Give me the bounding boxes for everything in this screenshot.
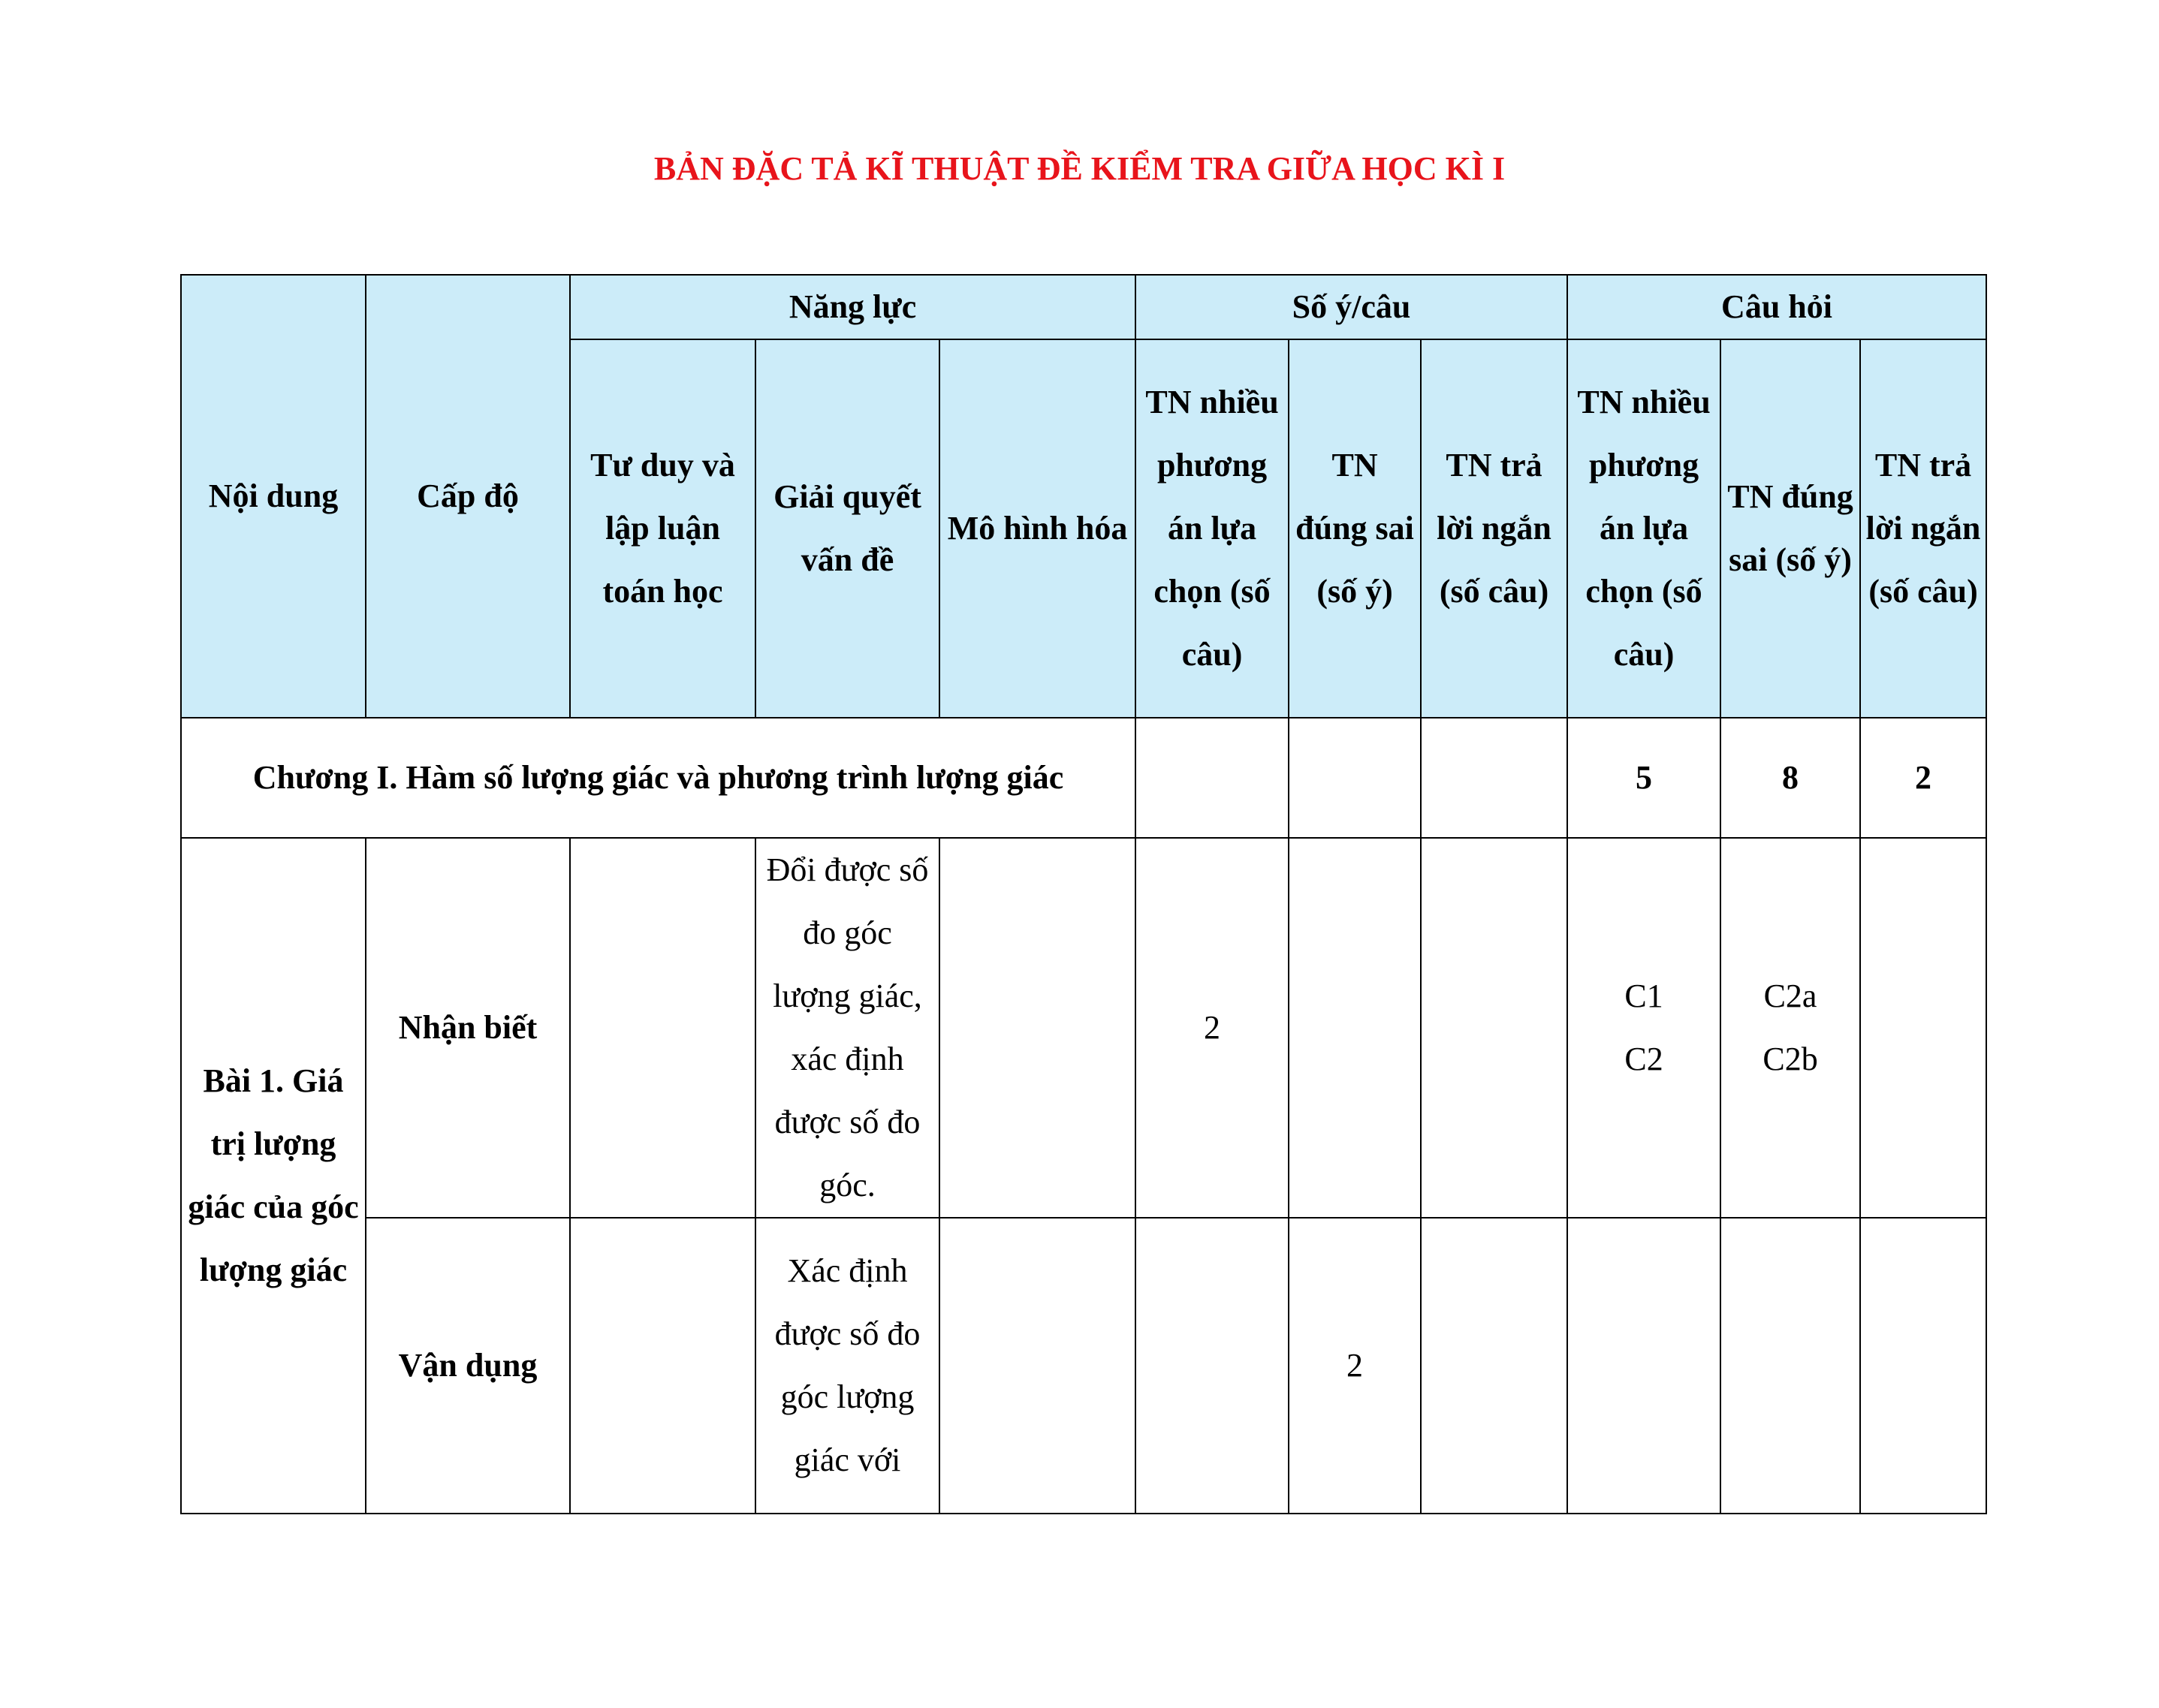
chapter-so-y-tn-nhieu xyxy=(1135,718,1289,838)
header-tu-duy: Tư duy và lập luận toán học xyxy=(570,339,755,718)
header-nang-luc: Năng lực xyxy=(570,275,1135,339)
giai-quyet-cell: Xác định được số đo góc lượng giác với xyxy=(755,1218,939,1514)
cau-hoi-tn-nhieu-cell xyxy=(1567,1218,1720,1514)
so-y-tn-tra-loi-cell xyxy=(1421,838,1567,1218)
header-cau-hoi-tn-nhieu: TN nhiều phương án lựa chọn (số câu) xyxy=(1567,339,1720,718)
tu-duy-cell xyxy=(570,1218,755,1514)
chapter-cau-hoi-tn-tra-loi: 2 xyxy=(1860,718,1986,838)
header-so-y-cau: Số ý/câu xyxy=(1135,275,1567,339)
level-label: Vận dụng xyxy=(366,1218,570,1514)
header-cau-hoi-tn-dung-sai: TN đúng sai (số ý) xyxy=(1720,339,1860,718)
tu-duy-cell xyxy=(570,838,755,1218)
cau-hoi-tn-nhieu-cell xyxy=(1567,838,1720,1218)
chapter-title: Chương I. Hàm số lượng giác và phương trình lượng giác xyxy=(181,718,1135,838)
so-y-tn-nhieu-cell xyxy=(1135,1218,1289,1514)
header-giai-quyet: Giải quyết vấn đề xyxy=(755,339,939,718)
header-so-y-tn-tra-loi: TN trả lời ngắn (số câu) xyxy=(1421,339,1567,718)
header-so-y-tn-nhieu: TN nhiều phương án lựa chọn (số câu) xyxy=(1135,339,1289,718)
header-cau-hoi: Câu hỏi xyxy=(1567,275,1986,339)
level-label: Nhận biết xyxy=(366,838,570,1218)
chapter-so-y-tn-tra-loi xyxy=(1421,718,1567,838)
header-mo-hinh: Mô hình hóa xyxy=(939,339,1135,718)
question-code: C2a xyxy=(1763,978,1817,1014)
so-y-tn-tra-loi-cell xyxy=(1421,1218,1567,1514)
question-code: C2b xyxy=(1762,1041,1818,1077)
header-cap-do: Cấp độ xyxy=(366,275,570,718)
chapter-cau-hoi-tn-nhieu: 5 xyxy=(1567,718,1720,838)
cau-hoi-tn-tra-loi-cell xyxy=(1860,838,1986,1218)
lesson-title: Bài 1. Giá trị lượng giác của góc lượng giác xyxy=(181,838,366,1514)
cau-hoi-tn-dung-sai-cell xyxy=(1720,838,1860,1218)
cau-hoi-tn-dung-sai-cell xyxy=(1720,1218,1860,1514)
so-y-tn-nhieu-cell: 2 xyxy=(1135,838,1289,1218)
table-row xyxy=(181,838,1986,1218)
specification-table xyxy=(180,274,1987,1514)
mo-hinh-cell xyxy=(939,1218,1135,1514)
so-y-tn-dung-sai-cell xyxy=(1289,838,1421,1218)
document-title: BẢN ĐẶC TẢ KĨ THUẬT ĐỀ KIỂM TRA GIỮA HỌC KÌ I xyxy=(653,150,1506,187)
giai-quyet-cell: Đổi được số đo góc lượng giác, xác định được số đo góc. xyxy=(755,838,939,1218)
header-row-1 xyxy=(181,275,1986,339)
table-row xyxy=(181,1218,1986,1514)
chapter-so-y-tn-dung-sai xyxy=(1289,718,1421,838)
cau-hoi-tn-tra-loi-cell xyxy=(1860,1218,1986,1514)
mo-hinh-cell xyxy=(939,838,1135,1218)
question-code: C1 xyxy=(1624,978,1663,1014)
chapter-row xyxy=(181,718,1986,838)
so-y-tn-dung-sai-cell: 2 xyxy=(1289,1218,1421,1514)
question-code: C2 xyxy=(1624,1041,1663,1077)
chapter-cau-hoi-tn-dung-sai: 8 xyxy=(1720,718,1860,838)
header-noi-dung: Nội dung xyxy=(181,275,366,718)
header-cau-hoi-tn-tra-loi: TN trả lời ngắn (số câu) xyxy=(1860,339,1986,718)
header-so-y-tn-dung-sai: TN đúng sai (số ý) xyxy=(1289,339,1421,718)
